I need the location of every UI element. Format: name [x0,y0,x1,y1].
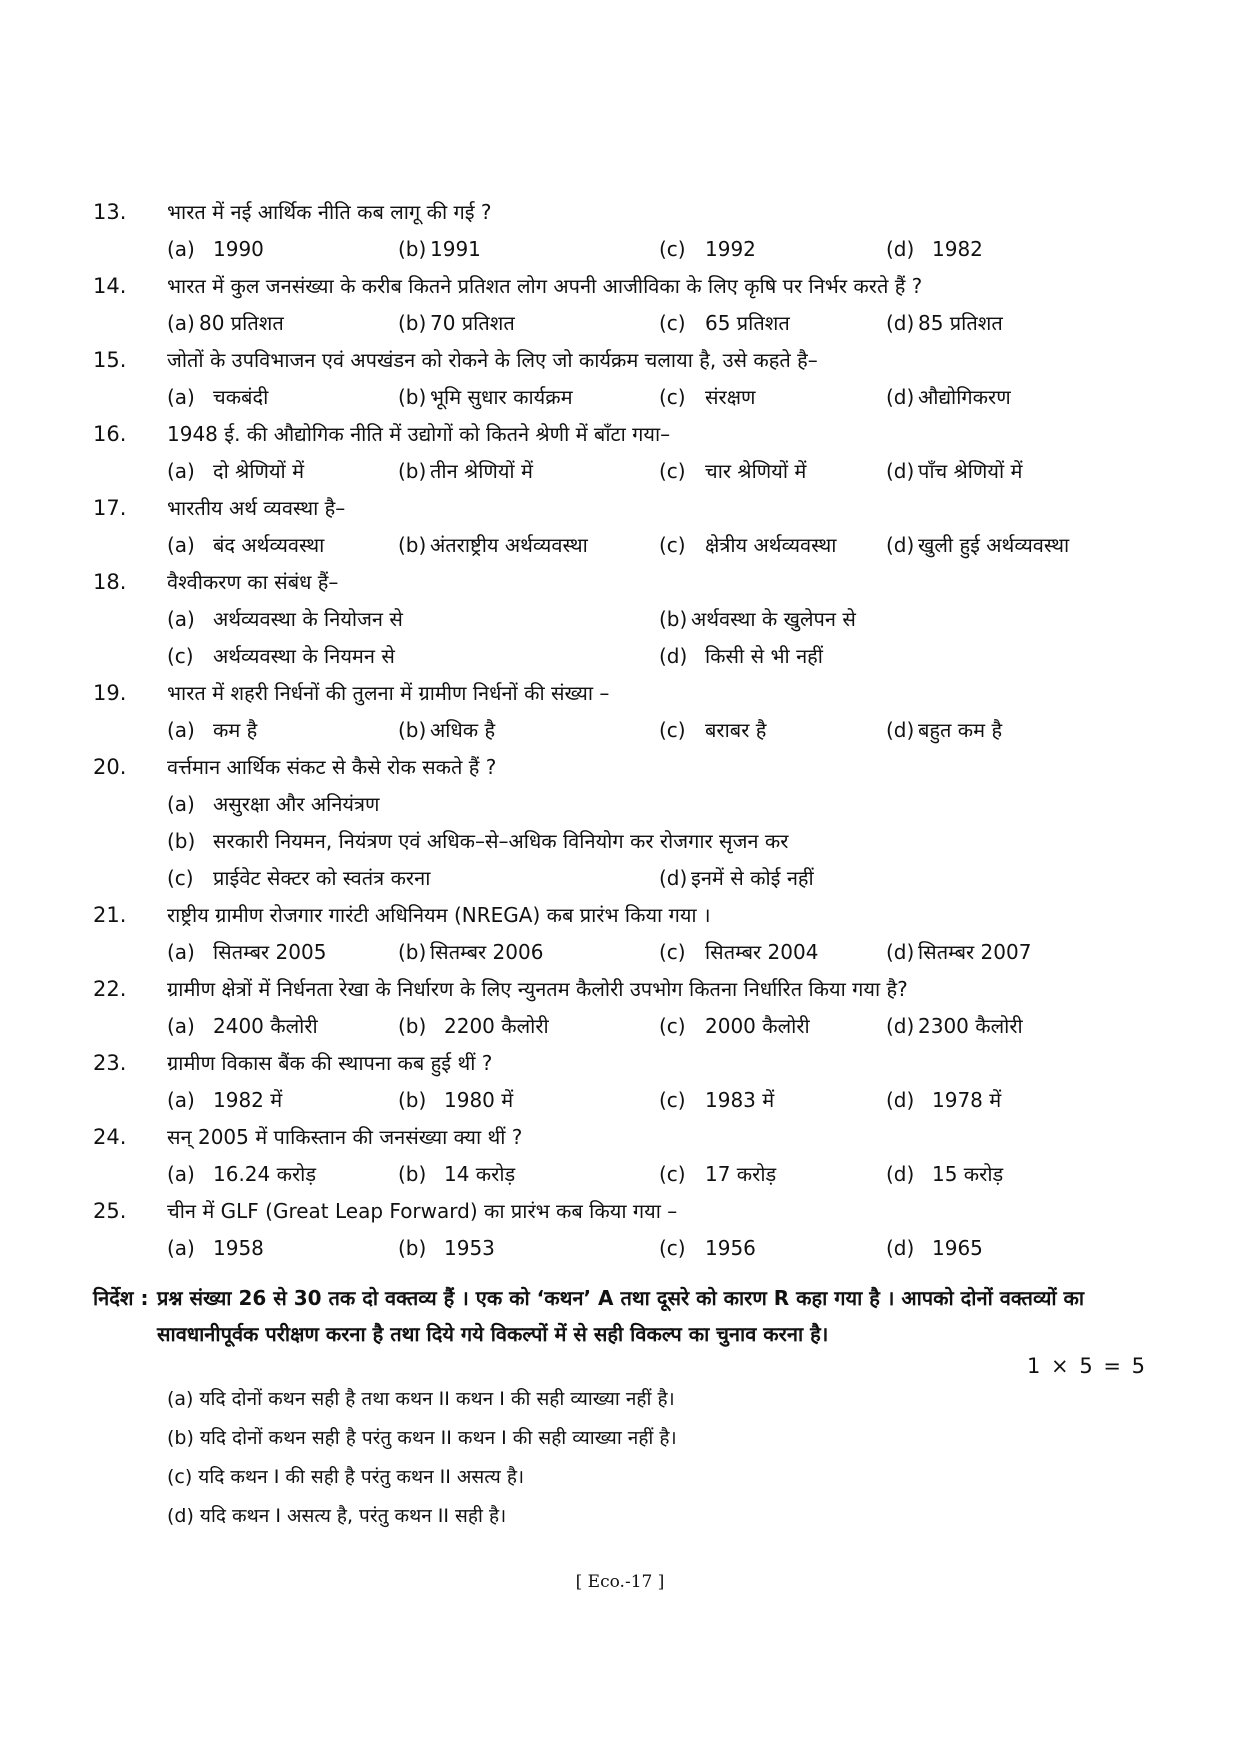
option-a: (a) 80 प्रतिशत [167,311,284,335]
direction-text: प्रश्न संख्या 26 से 30 तक दो वक्तव्य हैं । एक को ‘कथन’ A तथा दूसरे को कारण R कहा गया है । आपको दोनों वक्तव्यों का सावधानीपूर्वक परीक्षण करना है तथा दिये गये विकल्पों में से सही विकल्प का चुनाव करना है। [157,1286,1085,1346]
question-text: राष्ट्रीय ग्रामीण रोजगार गारंटी अधिनियम (NREGA) कब प्रारंभ किया गया । [167,903,711,927]
question-text: 1948 ई. की औद्योगिक नीति में उद्योगों को कितने श्रेणी में बाँटा गया– [167,422,671,446]
option-b: (b) अर्थवस्था के खुलेपन से [659,607,856,631]
question-text: वैश्वीकरण का संबंध हैं– [167,570,339,594]
assertion-option-d: (d) यदि कथन I असत्य है, परंतु कथन II सही है। [167,1505,507,1527]
option-a: (a) दो श्रेणियों में [167,459,305,483]
option-c: (c) बराबर है [659,718,767,742]
option-d: (d) सितम्बर 2007 [886,940,1032,964]
question-15 [93,345,1153,419]
question-number: 22. [93,977,127,1001]
option-b: (b) 1980 में [398,1088,514,1112]
question-number: 23. [93,1051,127,1075]
option-c: (c) क्षेत्रीय अर्थव्यवस्था [659,533,837,557]
question-text: चीन में GLF (Great Leap Forward) का प्रारंभ कब किया गया – [167,1199,678,1223]
option-b: (b) 70 प्रतिशत [398,311,515,335]
option-d: (d) पाँच श्रेणियों में [886,459,1023,483]
option-a: (a) 1982 में [167,1088,283,1112]
question-14 [93,271,1153,345]
question-number: 14. [93,274,127,298]
option-c: (c) 2000 कैलोरी [659,1014,810,1038]
question-text: ग्रामीण विकास बैंक की स्थापना कब हुई थीं ? [167,1051,493,1075]
option-a: (a) सितम्बर 2005 [167,940,327,964]
question-18 [93,567,1153,671]
option-d: (d) इनमें से कोई नहीं [659,866,814,890]
option-c: (c) 1983 में [659,1088,775,1112]
option-c: (c) चार श्रेणियों में [659,459,807,483]
option-a: (a) अर्थव्यवस्था के नियोजन से [167,607,403,631]
option-c: (c) अर्थव्यवस्था के नियमन से [167,644,395,668]
option-c: (c) संरक्षण [659,385,756,409]
question-23 [93,1048,1153,1122]
question-21 [93,900,1153,974]
option-a: (a) 16.24 करोड़ [167,1162,317,1186]
option-b: (b) अधिक है [398,718,496,742]
question-number: 18. [93,570,127,594]
option-d: (d) 1978 में [886,1088,1002,1112]
assertion-option-b: (b) यदि दोनों कथन सही है परंतु कथन II कथन I की सही व्याख्या नहीं है। [167,1427,677,1449]
question-number: 19. [93,681,127,705]
option-a: (a) 1990 [167,237,264,261]
option-d: (d) बहुत कम है [886,718,1003,742]
option-b: (b) तीन श्रेणियों में [398,459,533,483]
question-22 [93,974,1153,1048]
question-25 [93,1196,1153,1270]
option-c: (c) 1956 [659,1236,756,1260]
option-d: (d) औद्योगिकरण [886,385,1011,409]
option-b: (b) 14 करोड़ [398,1162,516,1186]
question-number: 24. [93,1125,127,1149]
option-a: (a) चकबंदी [167,385,269,409]
question-text: ग्रामीण क्षेत्रों में निर्धनता रेखा के निर्धारण के लिए न्युनतम कैलोरी उपभोग कितना निर्धारित किया गया है? [167,977,908,1001]
question-20 [93,752,1153,892]
direction-label: निर्देश : [93,1286,149,1310]
question-text: भारत में कुल जनसंख्या के करीब कितने प्रतिशत लोग अपनी आजीविका के लिए कृषि पर निर्भर करते हैं ? [167,274,923,298]
option-c: (c) 65 प्रतिशत [659,311,790,335]
question-text: भारत में शहरी निर्धनों की तुलना में ग्रामीण निर्धनों की संख्या – [167,681,610,705]
option-b: (b) 2200 कैलोरी [398,1014,549,1038]
option-d: (d) 85 प्रतिशत [886,311,1003,335]
question-24 [93,1122,1153,1196]
question-text: भारत में नई आर्थिक नीति कब लागू की गई ? [167,200,492,224]
question-number: 13. [93,200,127,224]
option-b: (b) 1991 [398,237,481,261]
option-c: (c) सितम्बर 2004 [659,940,819,964]
option-d: (d) किसी से भी नहीं [659,644,823,668]
option-a: (a) 2400 कैलोरी [167,1014,318,1038]
option-a: (a) 1958 [167,1236,264,1260]
option-b: (b) अंतराष्ट्रीय अर्थव्यवस्था [398,533,588,557]
marks-label: 1 × 5 = 5 [1027,1354,1147,1378]
option-c: (c) 17 करोड़ [659,1162,777,1186]
option-d: (d) 1965 [886,1236,983,1260]
question-13 [93,197,1153,271]
option-d: (d) 15 करोड़ [886,1162,1004,1186]
question-number: 25. [93,1199,127,1223]
question-number: 17. [93,496,127,520]
question-19 [93,678,1153,752]
question-text: सन् 2005 में पाकिस्तान की जनसंख्या क्या थीं ? [167,1125,523,1149]
question-17 [93,493,1153,567]
option-d: (d) 1982 [886,237,983,261]
question-number: 20. [93,755,127,779]
option-c: (c) प्राईवेट सेक्टर को स्वतंत्र करना [167,866,431,890]
question-16 [93,419,1153,493]
option-b: (b) सितम्बर 2006 [398,940,544,964]
option-d: (d) 2300 कैलोरी [886,1014,1023,1038]
assertion-option-a: (a) यदि दोनों कथन सही है तथा कथन II कथन I की सही व्याख्या नहीं है। [167,1388,675,1410]
option-b: (b) सरकारी नियमन, नियंत्रण एवं अधिक–से–अधिक विनियोग कर रोजगार सृजन कर [167,829,789,853]
page-footer: [ Eco.-17 ] [575,1572,665,1592]
option-b: (b) 1953 [398,1236,495,1260]
option-a: (a) असुरक्षा और अनियंत्रण [167,792,380,816]
option-a: (a) बंद अर्थव्यवस्था [167,533,325,557]
question-number: 21. [93,903,127,927]
question-text: वर्त्तमान आर्थिक संकट से कैसे रोक सकते हैं ? [167,755,497,779]
assertion-option-c: (c) यदि कथन I की सही है परंतु कथन II असत्य है। [167,1466,525,1488]
question-number: 15. [93,348,127,372]
option-d: (d) खुली हुई अर्थव्यवस्था [886,533,1070,557]
question-number: 16. [93,422,127,446]
question-text: भारतीय अर्थ व्यवस्था है– [167,496,346,520]
option-c: (c) 1992 [659,237,756,261]
option-b: (b) भूमि सुधार कार्यक्रम [398,385,573,409]
question-text: जोतों के उपविभाजन एवं अपखंडन को रोकने के लिए जो कार्यक्रम चलाया है, उसे कहते है– [167,348,818,372]
option-a: (a) कम है [167,718,258,742]
